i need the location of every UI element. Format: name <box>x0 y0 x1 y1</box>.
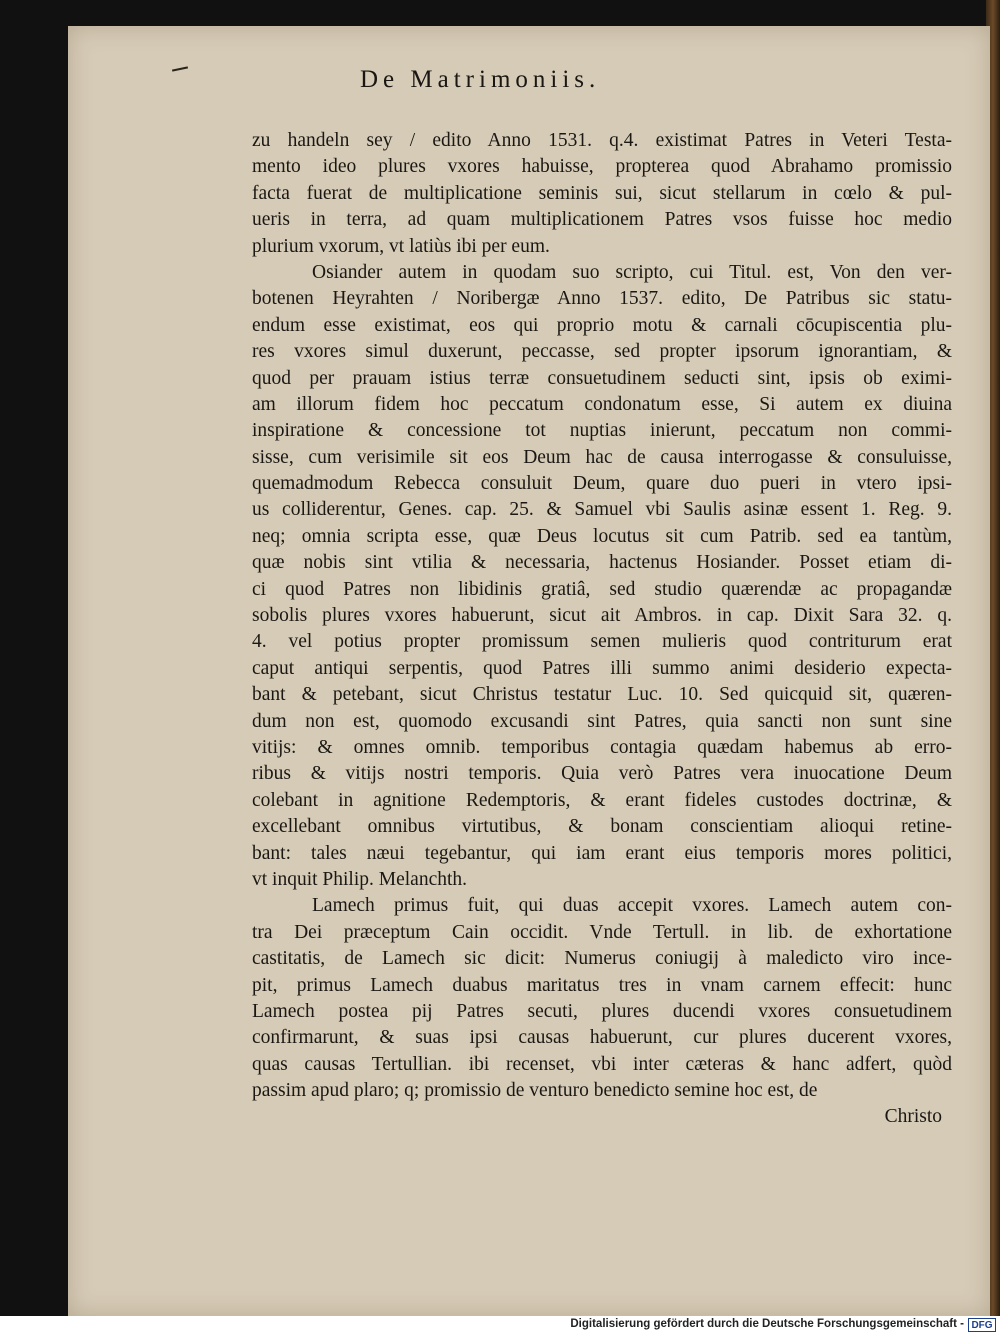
text-line: am illorum fidem hoc peccatum condonatum esse, Si autem ex diuina <box>252 393 952 415</box>
text-line: tra Dei præceptum Cain occidit. Vnde Tertull. in lib. de exhortatione <box>252 921 952 943</box>
catchword: Christo <box>884 1106 942 1128</box>
text-line: 4. vel potius propter promissum semen mulieris quod contriturum erat <box>252 631 952 653</box>
dfg-logo: DFG <box>968 1318 996 1332</box>
text-line: bant & petebant, sicut Christus testatur Luc. 10. Sed quicquid sit, quæren- <box>252 684 952 706</box>
text-line: Lamech postea pij Patres secuti, plures ducendi vxores consuetudinem <box>252 1000 952 1022</box>
text-line: sobolis plures vxores habuerunt, sicut ait Ambros. in cap. Dixit Sara 32. q. <box>252 605 952 627</box>
text-line: castitatis, de Lamech sic dicit: Numerus coniugij à maledicto viro ince- <box>252 948 952 970</box>
footer-bar <box>0 1316 1000 1335</box>
text-line: ueris in terra, ad quam multiplicationem Patres vsos fuisse hoc medio <box>252 209 952 231</box>
text-line: neq; omnia scripta esse, quæ Deus locutus sit cum Patrib. sed ea tantùm, <box>252 525 952 547</box>
text-line: sisse, cum verisimile sit eos Deum hac de causa interrogasse & consuluisse, <box>252 446 952 468</box>
text-line: excellebant omnibus virtutibus, & bonam conscientiam alioqui retine- <box>252 816 952 838</box>
footer-credit: Digitalisierung gefördert durch die Deutsche Forschungsgemeinschaft - <box>570 1318 964 1330</box>
text-line: bant: tales næui tegebantur, qui iam erant eius temporis mores politici, <box>252 842 952 864</box>
text-line: facta fuerat de multiplicatione seminis sui, sicut stellarum in cœlo & pul- <box>252 182 952 204</box>
text-line: plurium vxorum, vt latiùs ibi per eum. <box>252 235 550 257</box>
text-line: inspiratione & concessione tot nuptias inierunt, peccatum non commi- <box>252 420 952 442</box>
text-line: Lamech primus fuit, qui duas accepit vxores. Lamech autem con- <box>312 895 952 917</box>
text-line: ci quod Patres non libidinis gratiâ, sed studio quærendæ ac propagandæ <box>252 578 952 600</box>
text-line: dum non est, quomodo excusandi sint Patres, quia sancti non sunt sine <box>252 710 952 732</box>
running-head: De Matrimoniis. <box>360 66 601 93</box>
text-line: endum esse existimat, eos qui proprio motu & carnali cōcupiscentia plu- <box>252 314 952 336</box>
text-line: quod per prauam istius terræ consuetudinem seducti sint, ipsis ob eximi- <box>252 367 952 389</box>
text-block <box>252 128 952 1131</box>
text-line: quemadmodum Rebecca consuluit Deum, quare duo pueri in vtero ipsi- <box>252 473 952 495</box>
text-line: botenen Heyrahten / Noribergæ Anno 1537. edito, De Patribus sic statu- <box>252 288 952 310</box>
text-line: passim apud plaro; q; promissio de venturo benedicto semine hoc est, de <box>252 1080 818 1102</box>
text-line: pit, primus Lamech duabus maritatus tres in vnam carnem effecit: hunc <box>252 974 952 996</box>
text-line: vitijs: & omnes omnib. temporibus contagia quædam habemus ab erro- <box>252 736 952 758</box>
text-line: caput antiqui serpentis, quod Patres illi summo animi desiderio expecta- <box>252 657 952 679</box>
text-line: us colliderentur, Genes. cap. 25. & Samuel vbi Saulis asinæ essent 1. Reg. 9. <box>252 499 952 521</box>
text-line: res vxores simul duxerunt, peccasse, sed propter ipsorum ignorantiam, & <box>252 341 952 363</box>
text-line: zu handeln sey / edito Anno 1531. q.4. existimat Patres in Veteri Testa- <box>252 130 952 151</box>
ink-mark <box>172 66 188 71</box>
text-line: confirmarunt, & suas ipsi causas habuerunt, cur plures ducerent vxores, <box>252 1027 952 1049</box>
text-line: quas causas Tertullian. ibi recenset, vbi inter cæteras & hanc adfert, quòd <box>252 1053 952 1075</box>
text-line: colebant in agnitione Redemptoris, & erant fideles custodes doctrinæ, & <box>252 789 952 811</box>
text-line: ribus & vitijs nostri temporis. Quia verò Patres vera inuocatione Deum <box>252 763 952 785</box>
text-line: Osiander autem in quodam suo scripto, cui Titul. est, Von den ver- <box>312 261 952 283</box>
text-line: vt inquit Philip. Melanchth. <box>252 868 468 890</box>
text-line: mento ideo plures vxores habuisse, propterea quod Abrahamo promissio <box>252 156 952 178</box>
text-line: quæ nobis sint vtilia & necessaria, hactenus Hosiander. Posset etiam di- <box>252 552 952 574</box>
